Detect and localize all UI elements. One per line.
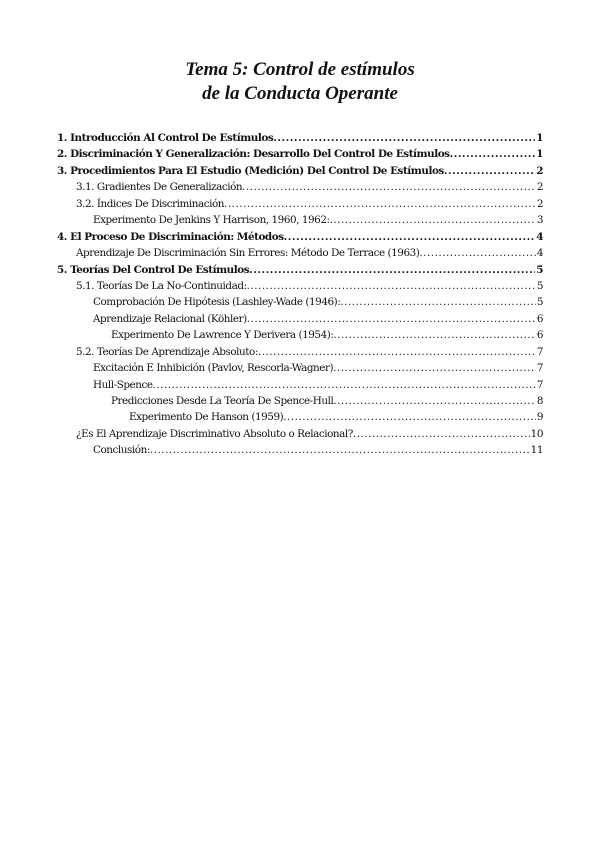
toc-entry[interactable] (57, 212, 543, 228)
toc-dot-leader (444, 163, 535, 179)
toc-entry-label: Aprendizaje De Discriminación Sin Errores: Método De Terrace (1963) (76, 247, 420, 260)
toc-entry[interactable] (57, 229, 543, 245)
toc-entry-label: Experimento De Jenkins Y Harrison, 1960, 1962: (93, 214, 330, 227)
document-title (0, 58, 600, 106)
toc-entry[interactable] (57, 146, 543, 162)
toc-page-number: 5 (536, 279, 543, 292)
toc-dot-leader (273, 130, 535, 146)
toc-entry[interactable] (57, 196, 543, 212)
toc-entry[interactable] (57, 179, 543, 195)
toc-page-number: 3 (536, 214, 543, 227)
toc-entry-label: Predicciones Desde La Teoría De Spence-Hull (111, 395, 334, 407)
toc-entry-label: Comprobación De Hipótesis (Lashley-Wade (1946): (93, 296, 341, 309)
toc-page-number: 4 (536, 247, 543, 260)
toc-page-number: 7 (536, 345, 543, 358)
toc-page-number: 6 (536, 312, 543, 325)
toc-entry[interactable] (57, 393, 543, 409)
toc-entry[interactable] (57, 311, 543, 327)
toc-entry-label: ¿Es El Aprendizaje Discriminativo Absoluto o Relacional? (76, 427, 353, 440)
toc-entry[interactable] (57, 327, 543, 343)
toc-entry-label: Hull-Spence (93, 378, 153, 391)
toc-page-number: 7 (536, 378, 543, 391)
toc-page-number: 6 (536, 329, 543, 342)
toc-dot-leader (242, 179, 536, 195)
toc-entry-label: 1. Introducción Al Control De Estímulos (57, 132, 274, 144)
toc-entry[interactable] (57, 278, 543, 294)
toc-entry-label: Experimento De Hanson (1959) (129, 411, 284, 424)
toc-entry[interactable] (57, 163, 543, 179)
title-line-2: de la Conducta Operante (202, 83, 398, 104)
toc-dot-leader (258, 344, 536, 360)
toc-dot-leader (340, 294, 536, 310)
toc-dot-leader (284, 229, 536, 245)
toc-entry-label: 4. El Proceso De Discriminación: Métodos (57, 230, 284, 243)
toc-entry-label: 2. Discriminación Y Generalización: Desarrollo Del Control De Estímulos (57, 148, 450, 161)
toc-page-number: 4 (536, 230, 543, 243)
toc-page-number: 2 (536, 197, 543, 210)
toc-entry-label: 5. Teorías Del Control De Estímulos (57, 263, 250, 276)
toc-dot-leader (333, 327, 535, 343)
toc-entry[interactable] (57, 442, 543, 458)
toc-dot-leader (247, 278, 536, 294)
toc-page-number: 5 (536, 296, 543, 309)
toc-entry-label: 3. Procedimientos Para El Estudio (Medición) Del Control De Estímulos (57, 164, 444, 177)
toc-page-number: 8 (536, 395, 543, 407)
toc-entry-label: Aprendizaje Relacional (Köhler) (93, 312, 247, 325)
toc-page-number: 1 (536, 148, 543, 161)
toc-entry[interactable] (57, 245, 543, 261)
toc-dot-leader (419, 245, 535, 261)
title-line-1: Tema 5: Control de estímulos (185, 59, 415, 80)
toc-entry-label: Conclusión: (93, 444, 150, 457)
toc-entry-label: Experimento De Lawrence Y Derivera (1954): (111, 329, 334, 342)
toc-page-number: 5 (536, 263, 543, 276)
toc-entry-label: 3.1. Gradientes De Generalización (76, 181, 243, 194)
toc-page-number: 7 (536, 362, 543, 375)
toc-dot-leader (249, 262, 535, 278)
toc-entry[interactable] (57, 344, 543, 360)
toc-entry[interactable] (57, 294, 543, 310)
toc-entry[interactable] (57, 360, 543, 376)
toc-page-number: 10 (530, 427, 543, 440)
toc-entry[interactable] (57, 377, 543, 393)
toc-page-number: 11 (530, 444, 543, 457)
toc-page-number: 1 (536, 132, 543, 144)
toc-dot-leader (247, 311, 536, 327)
toc-entry[interactable] (57, 426, 543, 442)
toc-entry[interactable] (57, 262, 543, 278)
toc-page-number: 2 (536, 181, 543, 194)
toc-dot-leader (450, 146, 536, 162)
toc-dot-leader (333, 360, 536, 376)
toc-entry-label: Excitación E Inhibición (Pavlov, Rescorla-Wagner) (93, 362, 334, 375)
toc-entry-label: 3.2. Índices De Discriminación (76, 197, 225, 210)
toc-dot-leader (330, 212, 536, 228)
toc-dot-leader (150, 442, 530, 458)
toc-entry[interactable] (57, 130, 543, 146)
table-of-contents (57, 130, 543, 459)
toc-dot-leader (224, 196, 536, 212)
toc-dot-leader (333, 393, 536, 409)
toc-entry-label: 5.2. Teorías De Aprendizaje Absoluto: (76, 345, 258, 358)
toc-entry[interactable] (57, 409, 543, 425)
toc-page-number: 9 (536, 411, 543, 424)
toc-dot-leader (283, 409, 536, 425)
toc-dot-leader (153, 377, 536, 393)
toc-page-number: 2 (536, 164, 543, 177)
toc-dot-leader (353, 426, 530, 442)
toc-entry-label: 5.1. Teorías De La No-Continuidad: (76, 279, 247, 292)
